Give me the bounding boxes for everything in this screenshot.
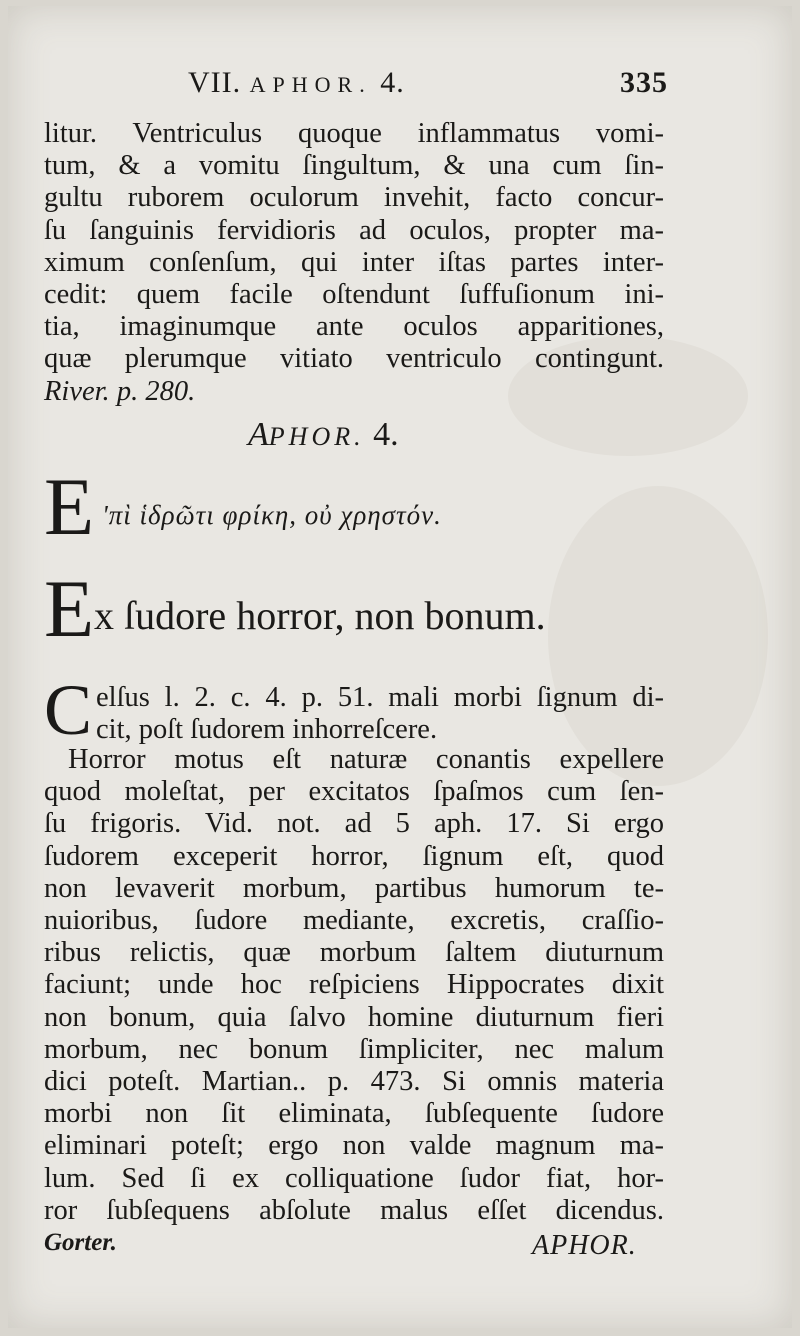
text-line: morbum, nec bonum ſimpliciter, nec malum [44, 1033, 664, 1065]
commentary-line: elſus l. 2. c. 4. p. 51. mali morbi ſignum di- [96, 682, 664, 713]
reference-page: p. 280. [116, 375, 196, 407]
commentary-author: Gorter. [44, 1229, 117, 1257]
text-line: litur. Ventriculus quoque inflammatus vomi- [44, 118, 664, 149]
latin-aphorism-text: x ſudore horror, non bonum. [94, 593, 546, 638]
text-line: morbi non ſit eliminata, ſubſequente ſudore [44, 1098, 664, 1130]
text-line: lum. Sed ſi ex colliquatione ſudor fiat, hor- [44, 1162, 664, 1194]
text-line: ror ſubſequens abſolute malus eſſet dicendus. [44, 1194, 664, 1226]
text-line: ſu ſanguinis fervidioris ad oculos, propter ma- [44, 214, 664, 246]
heading-smallcaps: PHOR. [268, 422, 365, 451]
text-line: quæ plerumque vitiato ventriculo contingunt. [44, 343, 664, 375]
text-line: ſudorem exceperit horror, ſignum eſt, quod [44, 840, 664, 872]
heading-number: 4. [373, 416, 399, 453]
text-line: ximum conſenſum, qui inter iſtas partes inter- [44, 246, 664, 278]
page-number: 335 [620, 66, 668, 99]
greek-aphorism [44, 461, 684, 552]
text-line: cedit: quem facile oſtendunt ſuffuſionum ini- [44, 279, 664, 311]
text-line: non levaverit morbum, partibus humorum te- [44, 872, 664, 904]
aphorism-heading [248, 416, 399, 454]
running-head-smallcaps: APHOR. [249, 72, 372, 97]
text-line: ſu frigoris. Vid. not. ad 5 aph. 17. Si ergo [44, 808, 664, 840]
text-line: faciunt; unde hoc reſpiciens Hippocrates dixit [44, 969, 664, 1001]
reference-author: River. [44, 375, 110, 407]
running-head-prefix: VII. [188, 66, 242, 99]
heading-initial: A [248, 416, 269, 453]
catchword: APHOR. [532, 1230, 637, 1261]
text-line: tia, imaginumque ante oculos apparitiones, [44, 311, 664, 343]
text-line: Horror motus eſt naturæ conantis expellere [68, 744, 664, 775]
text-line: eliminari poteſt; ergo non valde magnum ma- [44, 1130, 664, 1162]
text-line: tum, & a vomitu ſingultum, & una cum ſin- [44, 150, 664, 182]
running-head-title [188, 66, 405, 100]
book-page [8, 6, 792, 1328]
running-head [188, 66, 668, 106]
text-line: dici poteſt. Martian.. p. 473. Si omnis materia [44, 1066, 664, 1098]
text-line: nuioribus, ſudore mediante, excretis, craſſio- [44, 905, 664, 937]
latin-aphorism [44, 563, 684, 654]
text-line: ribus relictis, quæ morbum ſaltem diuturnum [44, 937, 664, 969]
commentary-drop-initial: C [44, 670, 93, 750]
top-text-block [44, 118, 664, 408]
text-line: quod moleſtat, per excitatos ſpaſmos cum ſen- [44, 776, 664, 808]
latin-drop-initial: E [44, 563, 95, 654]
running-head-aphorism-number: 4. [380, 66, 405, 99]
reference-line [44, 376, 664, 408]
text-line: gultu ruborem oculorum invehit, facto concur- [44, 182, 664, 214]
commentary-paragraph [44, 744, 664, 1259]
commentary-line: cit, poſt ſudorem inhorreſcere. [96, 714, 438, 745]
greek-aphorism-text: 'πὶ ἱδρῶτι φρίκη, οὐ χρηστόν. [102, 500, 442, 530]
greek-drop-initial: E [44, 461, 95, 552]
text-line: non bonum, quia ſalvo homine diuturnum fieri [44, 1001, 664, 1033]
